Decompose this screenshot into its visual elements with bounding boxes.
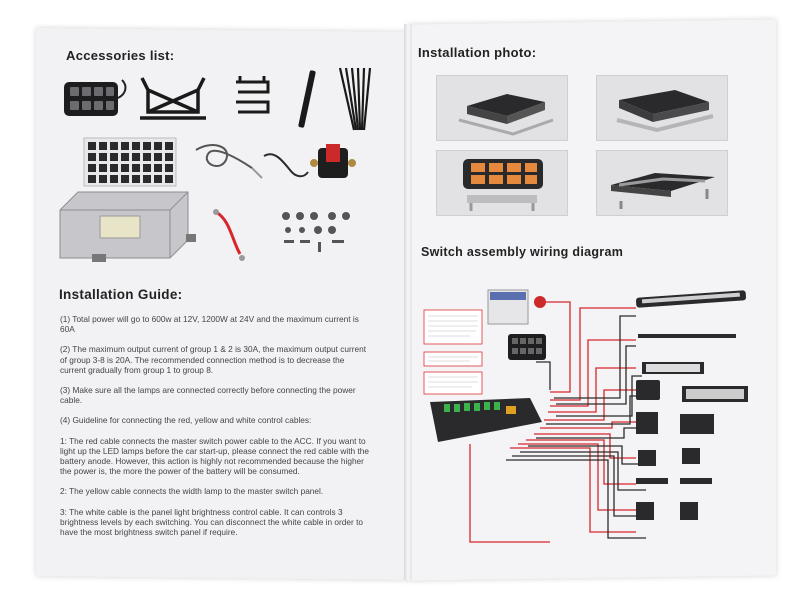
installation-guide-title: Installation Guide: <box>59 287 183 302</box>
installation-photo-2 <box>596 75 728 141</box>
accessories-title: Accessories list: <box>66 48 175 63</box>
small-brackets-image <box>236 76 268 112</box>
guide-item-3: (3) Make sure all the lamps are connected correctly before connecting the power cable. <box>60 385 356 406</box>
strap-image <box>298 70 316 128</box>
guide-item-4: (4) Guideline for connecting the red, yellow and white control cables: <box>60 415 312 426</box>
guide-step-white-cable: 3: The white cable is the panel light brightness control cable. It can controls 3 brightness levels by each switching. You can disconnect the white cable in order to have the most brightness switch panel if require. <box>60 506 364 538</box>
guide-step-red-cable: 1: The red cable connects the master switch power cable to the ACC. If you want to light up the LED lamps before the car start-up, please connect the red cable with the battery anode. However, this action is highly not recommended because the higher the power is, the more the power of the battery will be consumed. <box>60 435 370 477</box>
guide-step-yellow-cable: 2: The yellow cable connects the width lamp to the master switch panel. <box>60 486 324 497</box>
control-box-image <box>60 192 196 262</box>
wiring-diagram-title: Switch assembly wiring diagram <box>421 245 624 259</box>
installation-guide-body <box>60 314 370 547</box>
wiring-diagram <box>410 272 770 572</box>
cable-coil-image <box>196 145 262 178</box>
wire-harness-image <box>264 154 308 176</box>
installation-photo-title: Installation photo: <box>418 45 537 60</box>
installation-photo-1 <box>436 75 568 141</box>
power-cable-image <box>213 209 245 261</box>
guide-item-1: (1) Total power will go to 600w at 12V, 1200W at 24V and the maximum current is 60A <box>60 314 359 335</box>
installation-photo-3 <box>436 150 568 216</box>
cable-ties-image <box>340 68 370 130</box>
switch-panel-image <box>64 80 125 116</box>
installation-photo-4 <box>596 150 728 216</box>
circuit-breaker-image <box>310 144 356 178</box>
guide-item-2: (2) The maximum output current of group 1 & 2 is 30A, the maximum output current of group 3-8 is 20A. The recommended connection method is to decrease the current gradually from group 1 to group 8. <box>60 344 367 375</box>
mounting-bracket-image <box>140 78 206 118</box>
screws-image <box>282 212 350 252</box>
sticker-sheet-image <box>84 138 176 186</box>
accessories-illustration <box>56 64 386 264</box>
